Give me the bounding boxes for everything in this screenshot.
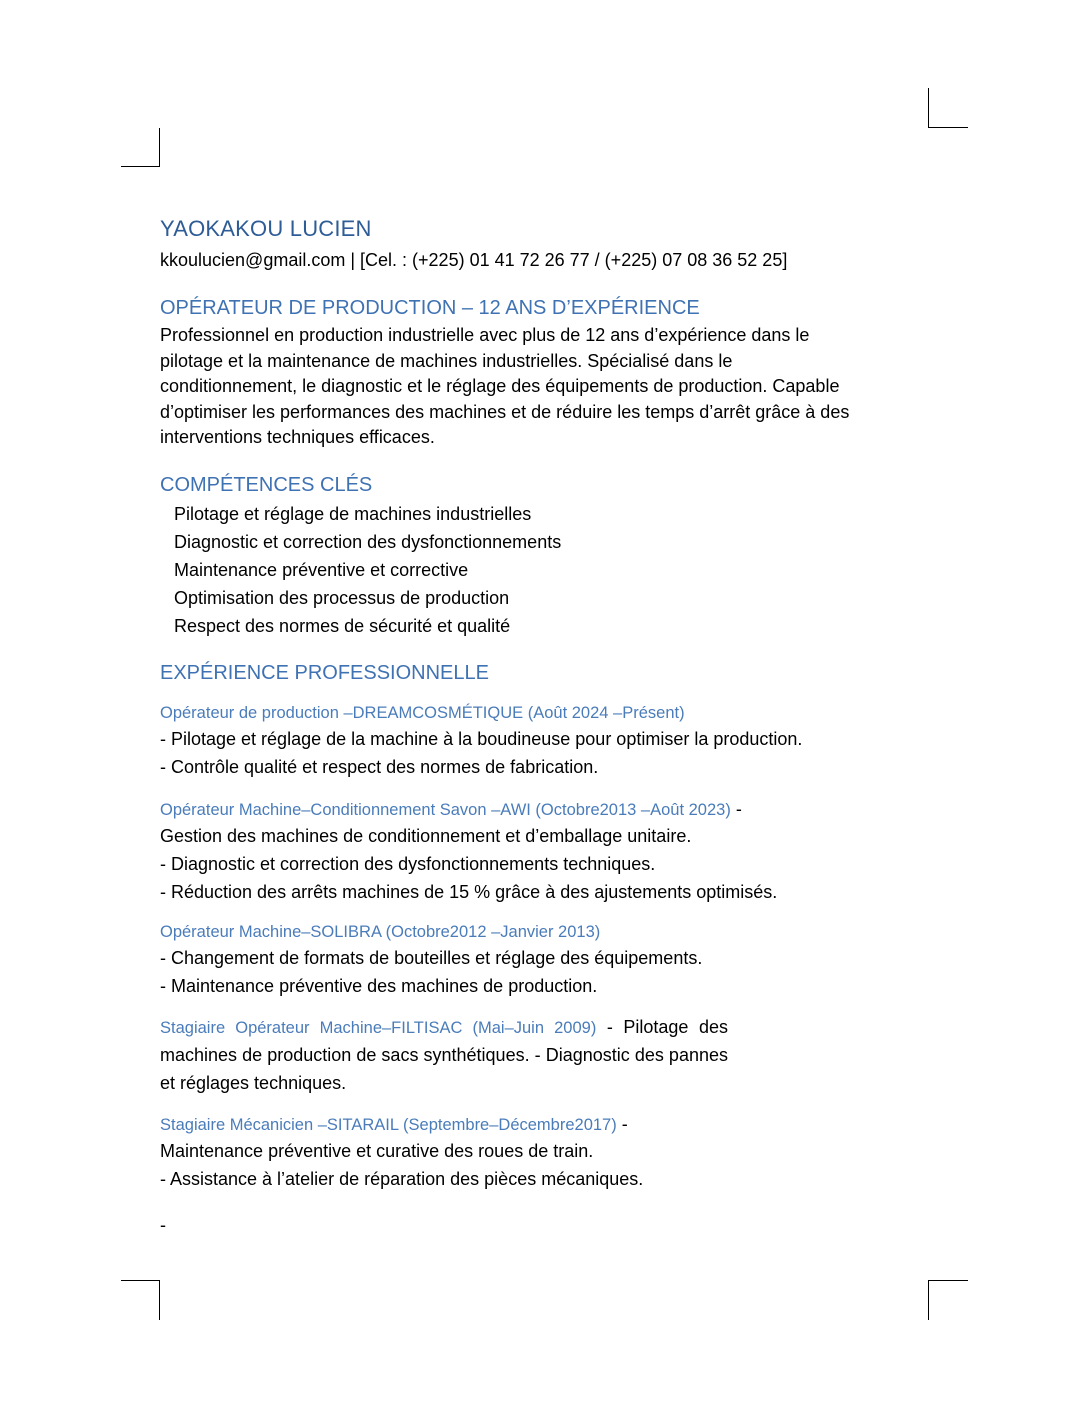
crop-mark-bottom-left — [121, 1280, 160, 1320]
profile-line: Professionnel en production industrielle avec plus de 12 ans d’expérience dans le — [160, 325, 810, 345]
resume-page — [160, 212, 920, 1239]
job-title-suffix: - — [616, 1114, 628, 1135]
profile-line: conditionnement, le diagnostic et le réglage des équipements de production. Capable — [160, 376, 840, 396]
job-entry — [160, 701, 920, 781]
job-detail: - Pilotage et réglage de la machine à la boudineuse pour optimiser la production. — [160, 728, 803, 749]
job-detail: - Contrôle qualité et respect des normes de fabrication. — [160, 756, 599, 777]
job-title: Stagiaire Mécanicien –SITARAIL (Septembre–Décembre2017) — [160, 1116, 617, 1135]
job-title: Stagiaire Opérateur Machine–FILTISAC (Mai–Juin 2009) — [160, 1018, 597, 1037]
job-entry — [160, 797, 920, 906]
job-title-row — [160, 1112, 920, 1137]
trailing-dash: - — [160, 1215, 166, 1236]
job-entry — [160, 1014, 920, 1098]
skill-item: Pilotage et réglage de machines industrielles — [174, 503, 532, 524]
job-entry — [160, 920, 920, 1000]
skill-item: Respect des normes de sécurité et qualité — [174, 616, 511, 637]
job-detail: - Maintenance préventive des machines de production. — [160, 975, 598, 996]
job-entry — [160, 1112, 920, 1193]
job-detail: Gestion des machines de conditionnement et d’emballage unitaire. — [160, 825, 692, 846]
crop-mark-top-right — [928, 88, 968, 128]
skills-heading: COMPÉTENCES CLÉS — [160, 473, 373, 496]
profile-line: interventions techniques efficaces. — [160, 427, 435, 447]
job-detail: - Changement de formats de bouteilles et réglage des équipements. — [160, 947, 703, 968]
profile-line: pilotage et la maintenance de machines industrielles. Spécialisé dans le — [160, 350, 733, 371]
candidate-name: YAOKAKOU LUCIEN — [160, 216, 372, 241]
job-detail: - Réduction des arrêts machines de 15 % grâce à des ajustements optimisés. — [160, 881, 778, 902]
profile-summary — [160, 323, 920, 451]
job-title: Opérateur de production –DREAMCOSMÉTIQUE (Août 2024 –Présent) — [160, 703, 685, 722]
skill-item: Maintenance préventive et corrective — [174, 559, 469, 580]
profile-heading: OPÉRATEUR DE PRODUCTION – 12 ANS D’EXPÉRIENCE — [160, 297, 700, 319]
job-detail: - Diagnostic et correction des dysfonctionnements techniques. — [160, 853, 656, 874]
profile-line: d’optimiser les performances des machines et de réduire les temps d’arrêt grâce à des — [160, 401, 850, 422]
contact-line: kkoulucien@gmail.com | [Cel. : (+225) 01 41 72 26 77 / (+225) 07 08 36 52 25] — [160, 250, 788, 270]
job-title: Opérateur Machine–Conditionnement Savon –AWI (Octobre2013 –Août 2023) — [160, 800, 731, 819]
job-title: Opérateur Machine–SOLIBRA (Octobre2012 –Janvier 2013) — [160, 922, 601, 941]
job-detail: - Assistance à l’atelier de réparation des pièces mécaniques. — [160, 1169, 644, 1190]
job-title-suffix: - — [730, 798, 742, 819]
job-detail: - Pilotage des machines de production de sacs synthétiques. - Diagnostic des pannes et réglages techniques. — [160, 1016, 728, 1093]
crop-mark-top-left — [121, 128, 160, 167]
job-paragraph — [160, 1014, 728, 1098]
skill-item: Optimisation des processus de production — [174, 588, 510, 609]
job-title-row — [160, 797, 920, 822]
skills-list — [160, 500, 920, 641]
job-detail: Maintenance préventive et curative des roues de train. — [160, 1141, 594, 1162]
crop-mark-bottom-right — [928, 1280, 968, 1320]
experience-heading: EXPÉRIENCE PROFESSIONNELLE — [160, 661, 489, 684]
skill-item: Diagnostic et correction des dysfonctionnements — [174, 531, 562, 552]
